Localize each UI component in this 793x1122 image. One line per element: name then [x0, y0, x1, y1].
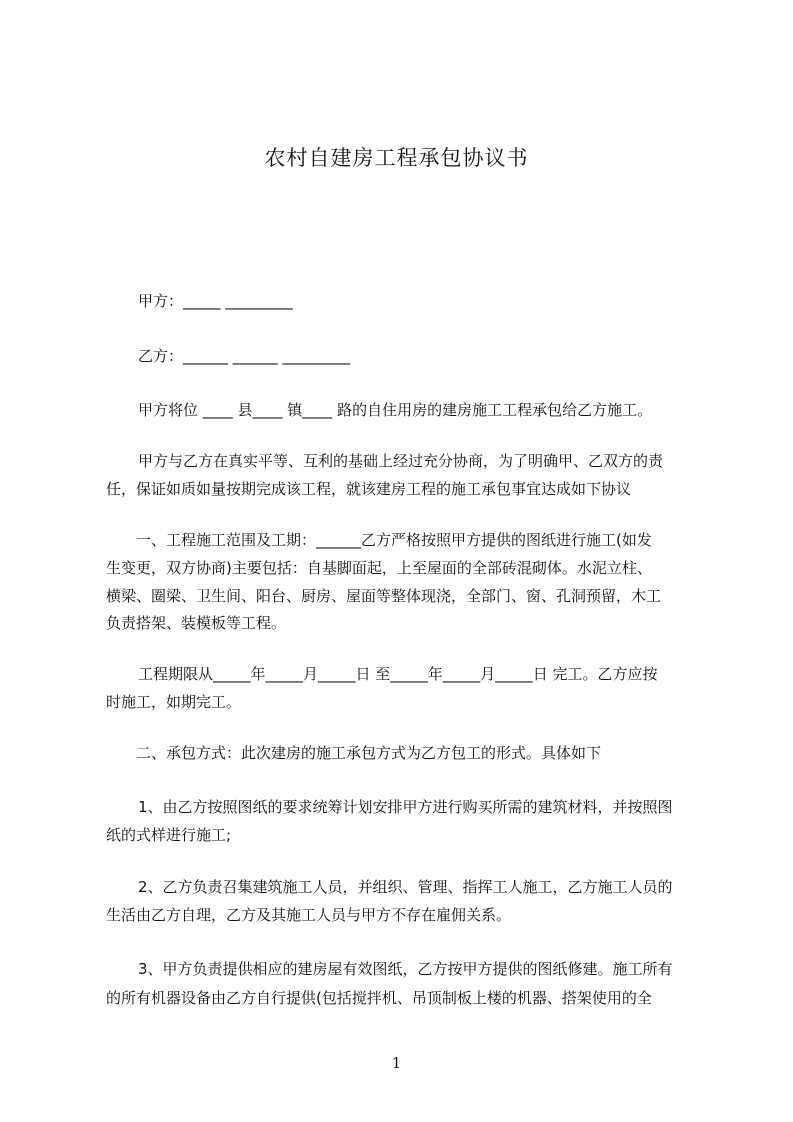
period-line-2: 时施工，如期完工。: [106, 693, 242, 711]
party-a-line: 甲方：_____ _________: [138, 292, 293, 310]
party-b-line: 乙方：______ ______ _________: [138, 347, 351, 365]
preamble-line-1: 甲方与乙方在真实平等、互利的基础上经过充分协商，为了明确甲、乙双方的责: [138, 452, 664, 470]
item-3-line-2: 的所有机器设备由乙方自行提供(包括搅拌机、吊顶制板上楼的机器、搭架使用的全: [106, 989, 652, 1007]
item-1-line-2: 纸的式样进行施工;: [106, 826, 232, 844]
item-2-line-2: 生活由乙方自理，乙方及其施工人员与甲方不存在雇佣关系。: [106, 906, 512, 924]
item-1-line-1: 1、由乙方按照图纸的要求统筹计划安排甲方进行购买所需的建筑材料，并按照图: [138, 798, 673, 816]
clause-2-line: 二、承包方式：此次建房的施工承包方式为乙方包工的形式。具体如下: [136, 744, 602, 762]
clause-1-line-1: 一、工程施工范围及工期：______乙方严格按照甲方提供的图纸进行施工(如发: [136, 531, 652, 549]
clause-1-line-2: 生变更，双方协商)主要包括：自基脚面起，上至屋面的全部砖混砌体。水泥立柱、: [106, 559, 652, 577]
item-2-line-1: 2、乙方负责召集建筑施工人员，并组织、管理、指挥工人施工，乙方施工人员的: [138, 878, 673, 896]
location-line: 甲方将位 ____ 县____ 镇____ 路的自住用房的建房施工工程承包给乙方施工。: [138, 401, 653, 419]
period-line-1: 工程期限从_____年_____月_____日 至_____年_____月_____日 完工。乙方应按: [138, 665, 658, 683]
item-3-line-1: 3、甲方负责提供相应的建房屋有效图纸，乙方按甲方提供的图纸修建。施工所有: [138, 960, 673, 978]
preamble-line-2: 任，保证如质如量按期完成该工程，就该建房工程的施工承包事宜达成如下协议: [106, 480, 632, 498]
clause-1-line-3: 横梁、圈梁、卫生间、阳台、厨房、屋面等整体现浇，全部门、窗、孔洞预留，木工: [106, 587, 662, 605]
document-title: 农村自建房工程承包协议书: [264, 146, 529, 170]
page-number: 1: [391, 1054, 402, 1072]
clause-1-line-4: 负责搭架、装模板等工程。: [106, 614, 287, 632]
